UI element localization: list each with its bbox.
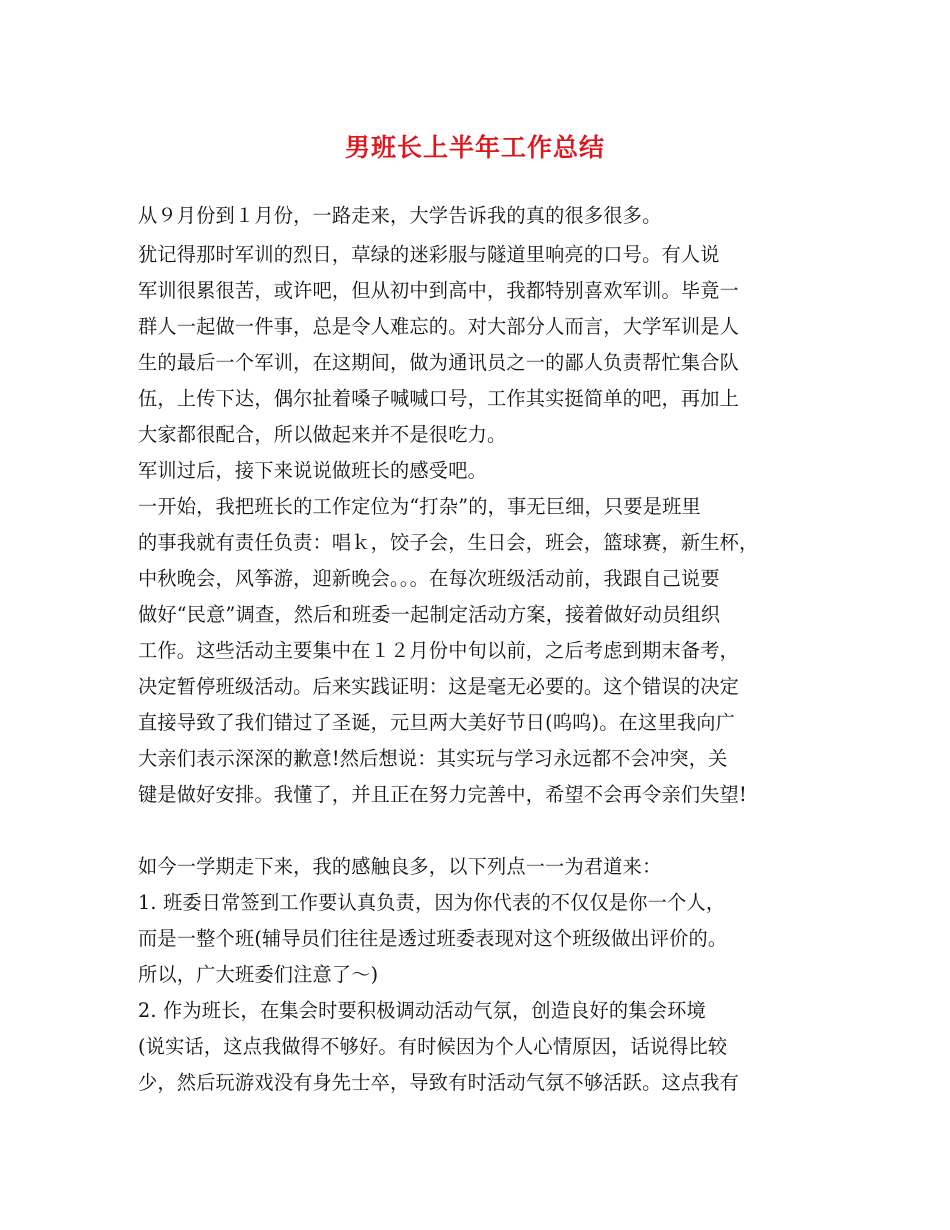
document-title: 男班长上半年工作总结 [344,133,605,162]
paragraph-line: 做好“民意”调查，然后和班委一起制定活动方案，接着做好动员组织 [138,603,721,626]
paragraph-line: 键是做好安排。我懂了，并且正在努力完善中，希望不会再令亲们失望! [138,783,747,806]
paragraph-line: 决定暂停班级活动。后来实践证明：这是毫无必要的。这个错误的决定 [138,675,740,698]
paragraph-line: 2. 作为班长，在集会时要积极调动活动气氛，创造良好的集会环境 [138,999,706,1022]
paragraph-line: 一开始，我把班长的工作定位为“打杂”的，事无巨细，只要是班里 [138,495,701,518]
paragraph-line: 工作。这些活动主要集中在１２月份中旬以前，之后考虑到期末备考， [138,639,740,662]
paragraph-line: 1. 班委日常签到工作要认真负责，因为你代表的不仅仅是你一个人， [138,891,726,914]
paragraph-line: 生的最后一个军训，在这期间，做为通讯员之一的鄙人负责帮忙集合队 [138,351,740,374]
paragraph-line: 大家都很配合，所以做起来并不是很吃力。 [138,423,507,446]
paragraph-line: 所以，广大班委们注意了～) [138,963,379,986]
paragraph-line: 如今一学期走下来，我的感触良多，以下列点一一为君道来： [138,855,662,878]
paragraph-line: 从９月份到１月份，一路走来，大学告诉我的真的很多很多。 [138,204,662,227]
paragraph-line: 军训很累很苦，或许吧，但从初中到高中，我都特别喜欢军训。毕竟一 [138,279,740,302]
paragraph-line: 军训过后，接下来说说做班长的感受吧。 [138,459,487,482]
blank-line [138,816,828,846]
paragraph-line: 中秋晚会，风筝游，迎新晚会。。。在每次班级活动前，我跟自己说要 [138,567,720,590]
paragraph-line: 的事我就有责任负责：唱ｋ，饺子会，生日会，班会，篮球赛，新生杯， [138,531,759,554]
paragraph-line: 少，然后玩游戏没有身先士卒，导致有时活动气氛不够活跃。这点我有 [138,1071,740,1094]
paragraph-line: 而是一整个班(辅导员们往往是透过班委表现对这个班级做出评价的。 [138,927,728,950]
paragraph-line: 直接导致了我们错过了圣诞，元旦两大美好节日(呜呜)。在这里我向广 [138,711,735,734]
paragraph-line: 伍，上传下达，偶尔扯着嗓子喊喊口号，工作其实挺简单的吧，再加上 [138,387,740,410]
paragraph-line: 犹记得那时军训的烈日，草绿的迷彩服与隧道里响亮的口号。有人说 [138,243,720,266]
paragraph-line: 群人一起做一件事，总是令人难忘的。对大部分人而言，大学军训是人 [138,315,740,338]
paragraph-line: (说实话，这点我做得不够好。有时候因为个人心情原因，话说得比较 [138,1035,728,1058]
paragraph-line: 大亲们表示深深的歉意!然后想说：其实玩与学习永远都不会冲突，关 [138,747,728,770]
